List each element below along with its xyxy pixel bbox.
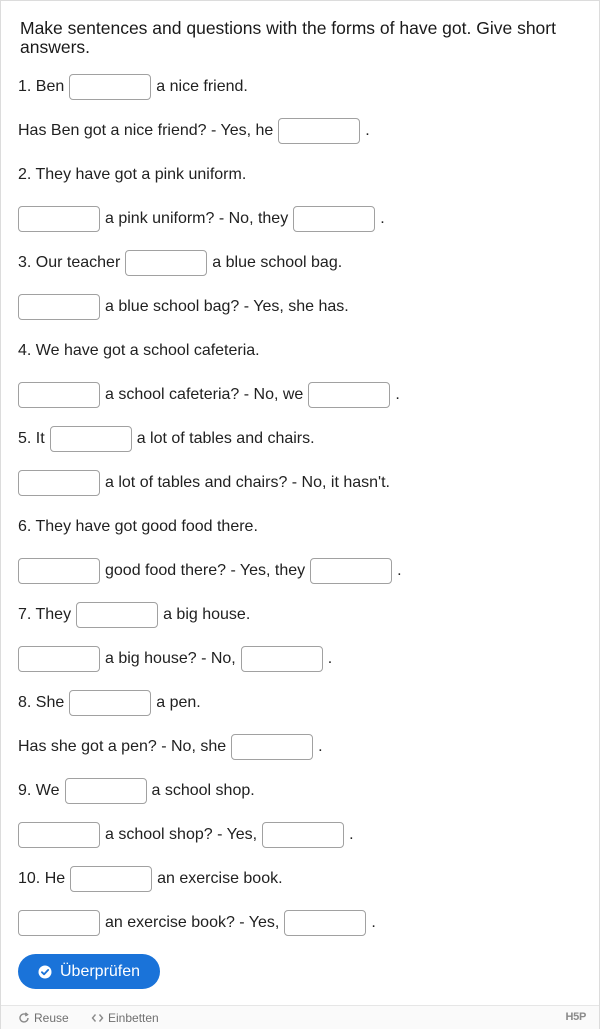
- sentence-text: a big house? - No,: [105, 650, 236, 667]
- answer-input[interactable]: [125, 250, 207, 276]
- exercise-line: [18, 813, 588, 857]
- sentence-text: 6. They have got good food there.: [18, 518, 258, 535]
- answer-input[interactable]: [18, 822, 100, 848]
- sentence-text: .: [365, 122, 370, 139]
- exercise-line: [18, 505, 588, 549]
- answer-input[interactable]: [76, 602, 158, 628]
- answer-input[interactable]: [310, 558, 392, 584]
- answer-input[interactable]: [50, 426, 132, 452]
- answer-input[interactable]: [18, 294, 100, 320]
- sentence-text: 3. Our teacher: [18, 254, 121, 271]
- answer-input[interactable]: [262, 822, 344, 848]
- exercise-line: [18, 329, 588, 373]
- embed-label: Einbetten: [108, 1011, 159, 1025]
- exercise-line: [18, 65, 588, 109]
- exercise-line: [18, 901, 588, 945]
- sentence-text: a school shop.: [151, 782, 255, 799]
- code-icon: [91, 1012, 104, 1024]
- footer-bar: [1, 1005, 599, 1029]
- answer-input[interactable]: [18, 910, 100, 936]
- sentence-text: 9. We: [18, 782, 60, 799]
- sentence-text: .: [327, 650, 333, 667]
- exercise-line: [18, 593, 588, 637]
- exercise-line: [18, 725, 588, 769]
- sentence-text: an exercise book? - Yes,: [105, 914, 280, 931]
- answer-input[interactable]: [231, 734, 313, 760]
- sentence-text: .: [349, 826, 354, 843]
- exercise-line: [18, 153, 588, 197]
- answer-input[interactable]: [65, 778, 147, 804]
- answer-input[interactable]: [18, 382, 100, 408]
- exercise-line: [18, 417, 588, 461]
- exercise-line: [18, 197, 588, 241]
- sentence-text: a pen.: [156, 694, 201, 711]
- sentence-text: Has Ben got a nice friend? - Yes, he: [18, 122, 274, 139]
- answer-input[interactable]: [18, 646, 100, 672]
- reuse-icon: [18, 1012, 30, 1024]
- check-circle-icon: [38, 965, 52, 979]
- sentence-text: 10. He: [18, 870, 66, 887]
- embed-button[interactable]: [91, 1011, 159, 1025]
- answer-input[interactable]: [293, 206, 375, 232]
- answer-input[interactable]: [278, 118, 360, 144]
- exercise-line: [18, 857, 588, 901]
- sentence-text: 1. Ben: [18, 78, 65, 95]
- exercise-line: [18, 241, 588, 285]
- answer-input[interactable]: [308, 382, 390, 408]
- exercise-line: [18, 549, 588, 593]
- sentence-text: .: [318, 738, 323, 755]
- check-button-label: Überprüfen: [60, 962, 141, 980]
- sentence-text: a school shop? - Yes,: [105, 826, 258, 843]
- sentence-text: .: [371, 914, 376, 931]
- exercise-line: [18, 681, 588, 725]
- reuse-button[interactable]: [18, 1011, 69, 1025]
- answer-input[interactable]: [69, 690, 151, 716]
- task-instruction: Make sentences and questions with the forms of have got. Give short answers.: [20, 18, 556, 57]
- sentence-text: a lot of tables and chairs? - No, it hasn't.: [105, 474, 390, 491]
- h5p-logo: H5P: [565, 1011, 586, 1023]
- sentence-text: .: [397, 562, 402, 579]
- sentence-text: a blue school bag? - Yes, she has.: [105, 298, 349, 315]
- exercise-line: [18, 109, 588, 153]
- sentence-text: a school cafeteria? - No, we: [105, 386, 304, 403]
- sentence-text: .: [380, 210, 385, 227]
- sentence-text: an exercise book.: [157, 870, 283, 887]
- sentence-text: 8. She: [18, 694, 65, 711]
- sentence-text: a big house.: [163, 606, 251, 623]
- answer-input[interactable]: [18, 558, 100, 584]
- exercise-line: [18, 373, 588, 417]
- sentence-text: good food there? - Yes, they: [105, 562, 306, 579]
- answer-input[interactable]: [69, 74, 151, 100]
- exercise-line: [18, 769, 588, 813]
- exercise-line: [18, 461, 588, 505]
- sentence-text: .: [395, 386, 400, 403]
- exercise-line: [18, 285, 588, 329]
- sentence-text: a lot of tables and chairs.: [136, 430, 315, 447]
- answer-input[interactable]: [18, 206, 100, 232]
- sentence-text: 2. They have got a pink uniform.: [18, 166, 247, 183]
- sentence-text: 5. It: [18, 430, 45, 447]
- sentence-text: 7. They: [18, 606, 72, 623]
- sentence-text: a blue school bag.: [212, 254, 343, 271]
- check-button[interactable]: [18, 954, 160, 989]
- exercise-lines: [18, 65, 588, 945]
- exercise-line: [18, 637, 588, 681]
- sentence-text: 4. We have got a school cafeteria.: [18, 342, 260, 359]
- answer-input[interactable]: [284, 910, 366, 936]
- answer-input[interactable]: [18, 470, 100, 496]
- answer-input[interactable]: [241, 646, 323, 672]
- answer-input[interactable]: [70, 866, 152, 892]
- sentence-text: a pink uniform? - No, they: [105, 210, 289, 227]
- sentence-text: Has she got a pen? - No, she: [18, 738, 227, 755]
- reuse-label: Reuse: [34, 1011, 69, 1025]
- sentence-text: a nice friend.: [156, 78, 248, 95]
